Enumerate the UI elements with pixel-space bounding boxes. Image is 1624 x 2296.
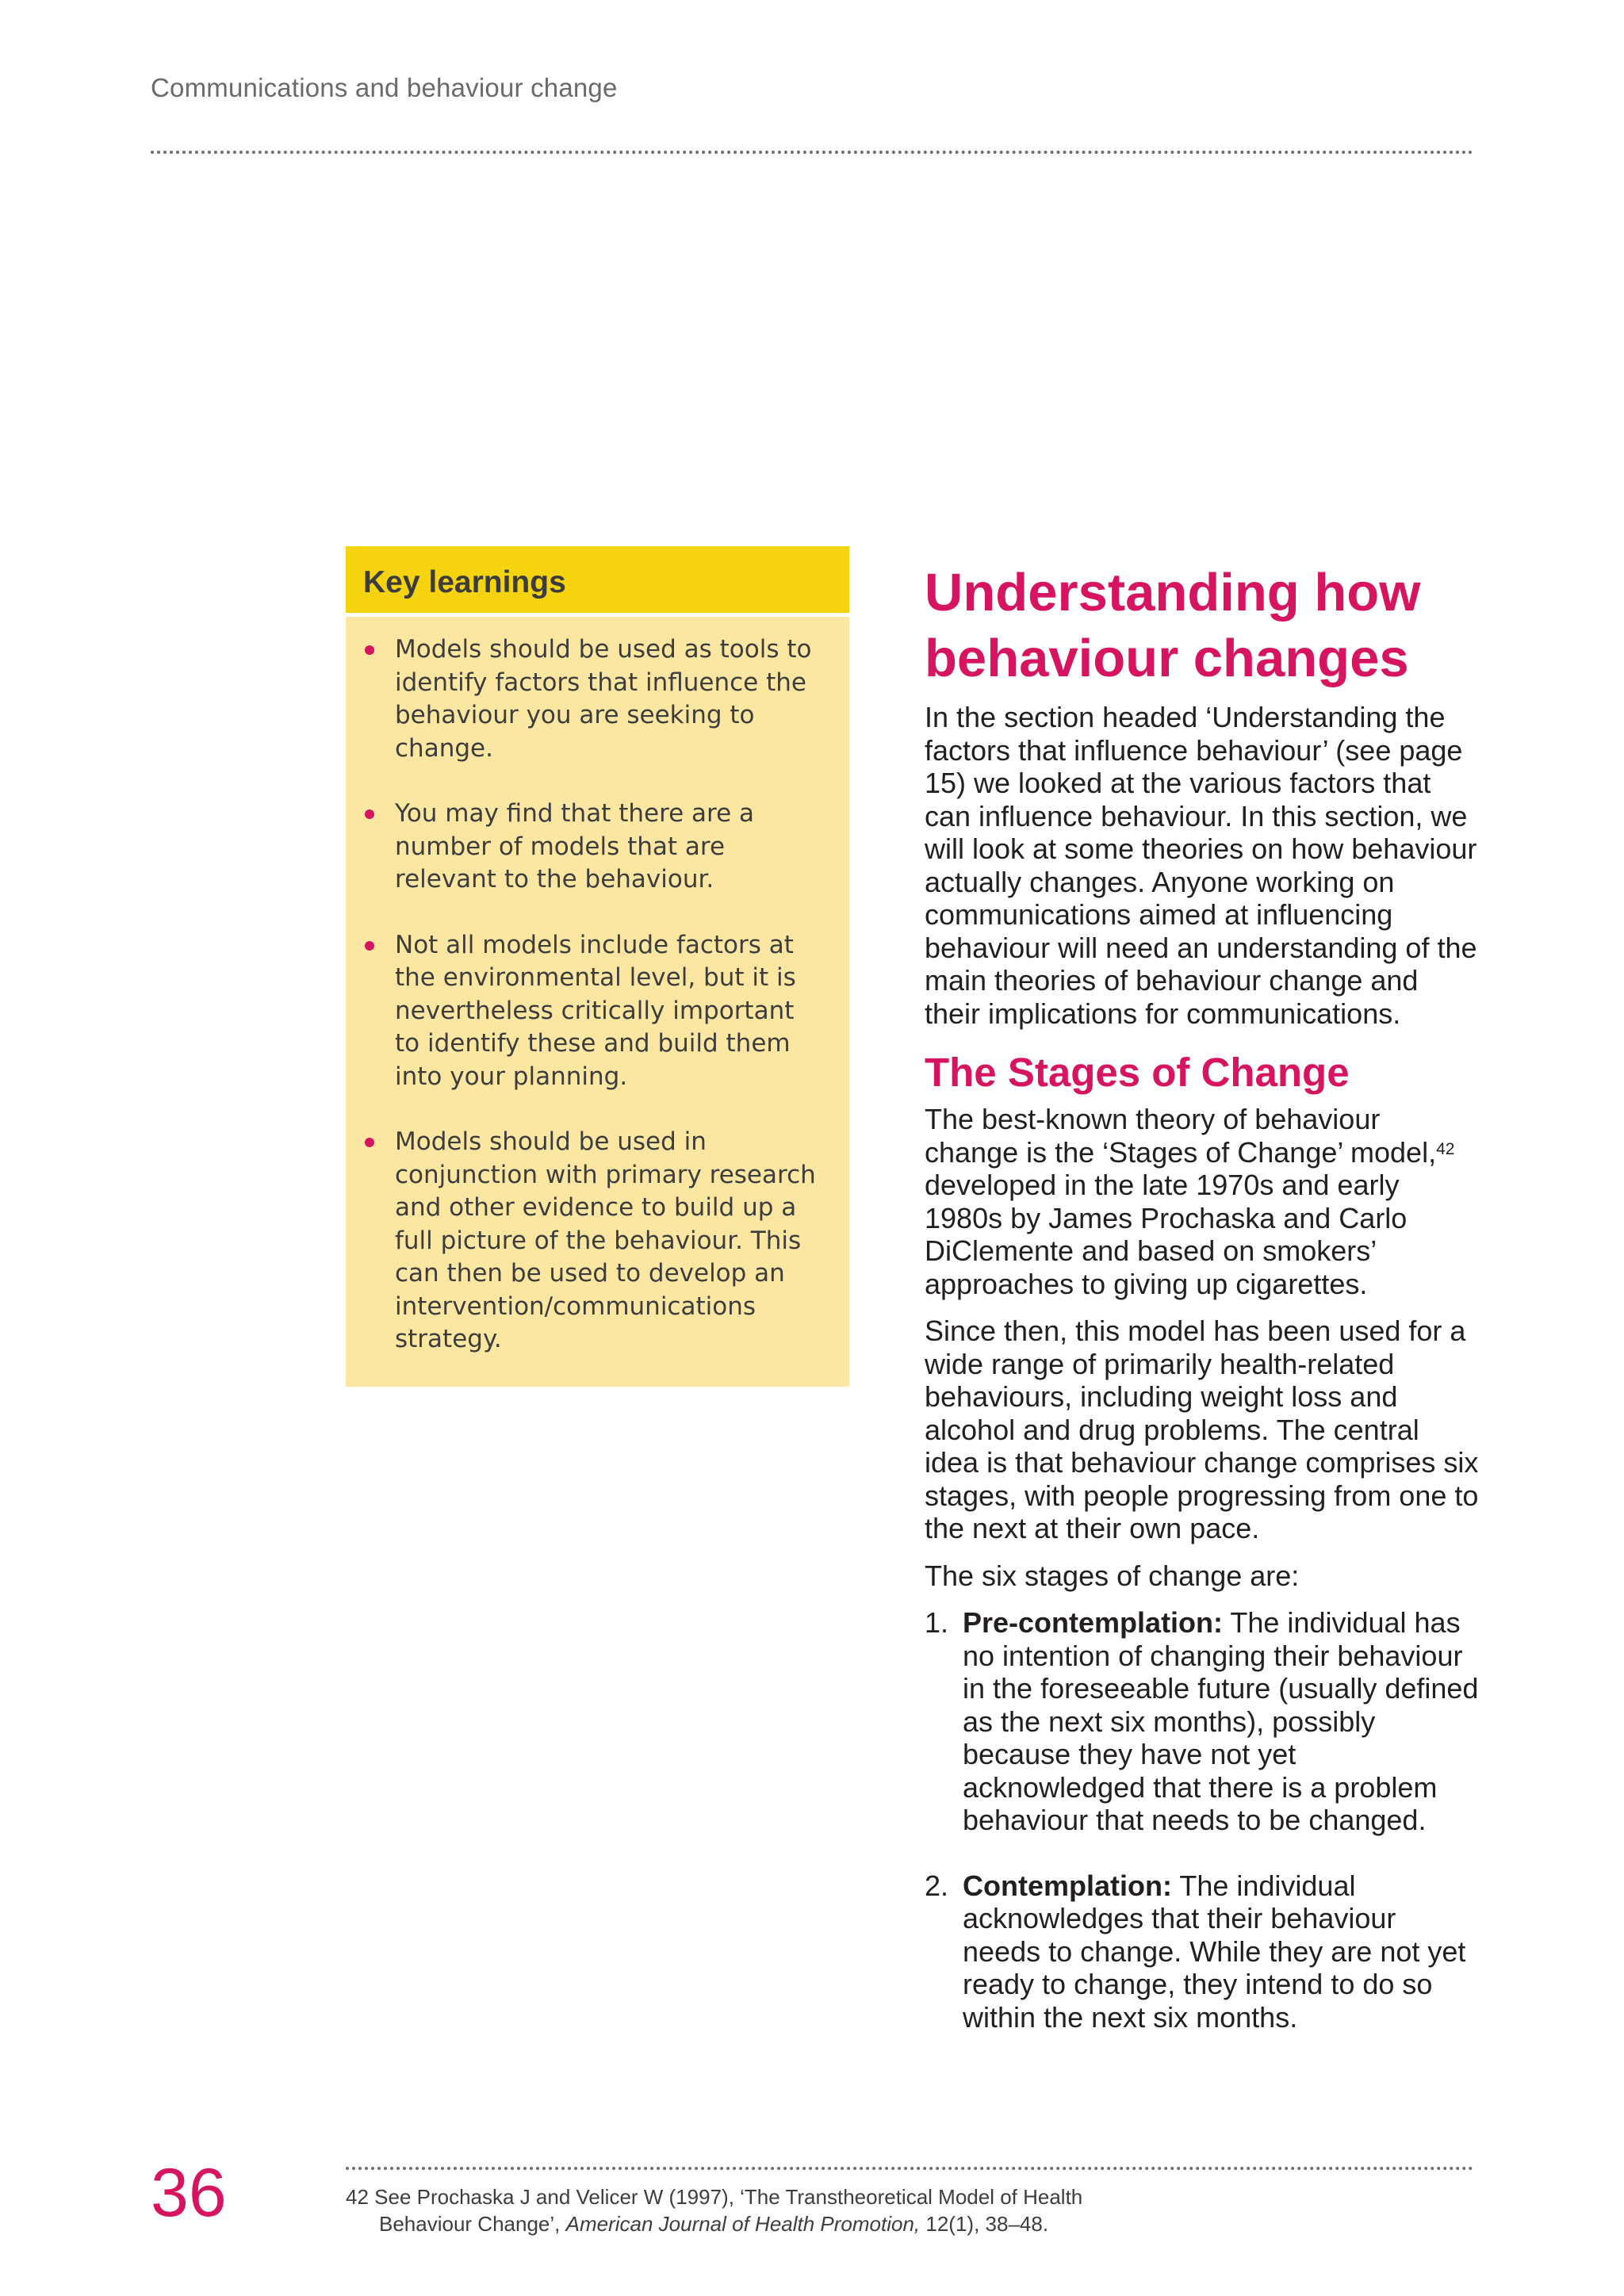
stage-text: The individual acknowledges that their behaviour needs to change. While they are not yet ready to change, they intend to do so within the next six months.	[963, 1869, 1466, 2034]
stage-number: 2.	[925, 1869, 949, 1902]
key-learning-item	[346, 929, 849, 1094]
stages-list-intro: The six stages of change are:	[925, 1559, 1300, 1592]
subheading: The Stages of Change	[925, 1050, 1350, 1095]
running-head: Communications and behaviour change	[151, 73, 618, 102]
footnote-number: 42	[346, 2185, 369, 2209]
stages-list	[925, 1606, 1480, 2034]
section-title: Understanding how behaviour changes	[925, 563, 1421, 688]
footnote-line-2	[346, 2210, 1472, 2237]
key-learning-text: Models should be used as tools to identify factors that influence the behaviour you are seeking to change.	[395, 635, 812, 763]
footnote-journal: American Journal of Health Promotion,	[565, 2212, 921, 2236]
footer-rule	[346, 2167, 1473, 2170]
key-learning-item	[346, 798, 849, 897]
stages-paragraph-1-text: The best-known theory of behaviour change is the ‘Stages of Change’ model,	[925, 1103, 1437, 1169]
footnote-text-2: Behaviour Change’,	[379, 2212, 566, 2236]
footnote	[346, 2183, 1472, 2237]
footnote-text-3: 12(1), 38–48.	[920, 2212, 1049, 2236]
bullet-icon	[365, 941, 374, 951]
key-learnings-header	[346, 546, 849, 617]
footnote-reference: 42	[1436, 1139, 1455, 1158]
intro-paragraph: In the section headed ‘Understanding the factors that influence behaviour’ (see page 15) we looked at the various factors that can influence behaviour. In this section, we will look at some theories on how behaviour actually changes. Anyone working on communications aimed at influencing behaviour will need an understanding of the main theories of behaviour change and their implications for communications.	[925, 701, 1477, 1030]
bullet-icon	[365, 1138, 374, 1147]
stage-number: 1.	[925, 1606, 949, 1639]
bullet-icon	[365, 809, 374, 819]
stage-item	[925, 1606, 1480, 1837]
key-learning-text: Models should be used in conjunction with primary research and other evidence to build up a full picture of the behaviour. This can then be used to develop an intervention/communications strategy.	[395, 1127, 816, 1353]
stage-text: The individual has no intention of changing their behaviour in the foreseeable future (usually defined as the next six months), possibly because they have not yet acknowledged that there is a problem behaviour that needs to be changed.	[963, 1606, 1479, 1836]
key-learning-item	[346, 633, 849, 765]
main-column	[925, 560, 1480, 2066]
key-learnings-list	[346, 633, 849, 1389]
bullet-icon	[365, 645, 374, 655]
stage-term: Pre-contemplation:	[963, 1606, 1224, 1639]
stage-item	[925, 1869, 1480, 2034]
key-learnings-box	[346, 546, 849, 1387]
footnote-text-1: See Prochaska J and Velicer W (1997), ‘The Transtheoretical Model of Health	[368, 2185, 1083, 2209]
stage-term: Contemplation:	[963, 1869, 1172, 1902]
key-learning-item	[346, 1126, 849, 1357]
stages-paragraph-2: Since then, this model has been used for a wide range of primarily health-related behaviours, including weight loss and alcohol and drug problems. The central idea is that behaviour change comprises six stages, with people progressing from one to the next at their own pace.	[925, 1314, 1479, 1544]
page-number: 36	[151, 2155, 227, 2231]
header-rule	[151, 151, 1473, 154]
key-learning-text: You may find that there are a number of models that are relevant to the behaviour.	[395, 799, 755, 894]
key-learnings-title: Key learnings	[363, 565, 566, 599]
stages-paragraph-1	[925, 1103, 1480, 1300]
stages-paragraph-1-rest: developed in the late 1970s and early 1980s by James Prochaska and Carlo DiClemente and based on smokers’ approaches to giving up cigarettes.	[925, 1169, 1408, 1300]
key-learning-text: Not all models include factors at the environmental level, but it is nevertheless critically important to identify these and build them into your planning.	[395, 930, 796, 1091]
